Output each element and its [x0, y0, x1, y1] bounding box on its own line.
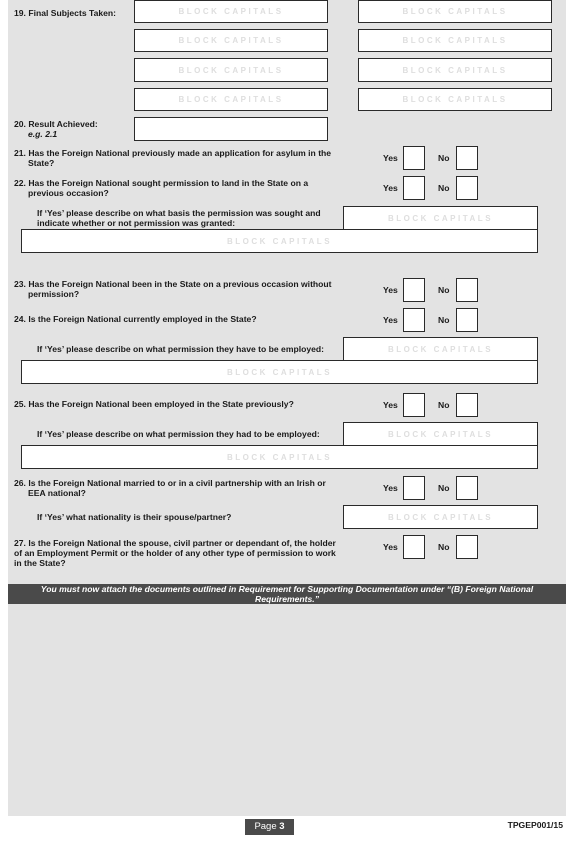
q23-no-checkbox[interactable] — [456, 278, 478, 302]
q26-line-1: 26. Is the Foreign National married to or in a civil partnership with an Irish or — [14, 478, 326, 488]
q21-line-1: 21. Has the Foreign National previously made an application for asylum in the — [14, 148, 332, 158]
q20-example: e.g. 2.1 — [28, 129, 58, 139]
q24-sub-question: If ‘Yes’ please describe on what permission they have to be employed: — [37, 344, 325, 354]
q23-question — [14, 279, 334, 299]
q24-permission-field[interactable]: BLOCK CAPITALS — [343, 337, 538, 361]
q26-no-label: No — [438, 483, 450, 493]
q22-details-field[interactable]: BLOCK CAPITALS — [21, 229, 538, 253]
page-number: 3 — [279, 821, 285, 832]
q24-no-label: No — [438, 315, 450, 325]
q21-yes-label: Yes — [383, 153, 398, 163]
q19-subject-field-1[interactable]: BLOCK CAPITALS — [134, 0, 328, 23]
q19-subject-field-3[interactable]: BLOCK CAPITALS — [134, 29, 328, 52]
page-word: Page — [254, 821, 277, 832]
q27-line-3: in the State? — [14, 558, 66, 568]
q27-line-1: 27. Is the Foreign National the spouse, civil partner or dependant of, the holder — [14, 538, 336, 548]
q22-question — [14, 178, 334, 198]
q26-question — [14, 478, 334, 498]
q22-line-1: 22. Has the Foreign National sought permission to land in the State on a — [14, 178, 309, 188]
q20-result-field[interactable] — [134, 117, 328, 141]
q22-yes-label: Yes — [383, 183, 398, 193]
q19-subject-field-6[interactable]: BLOCK CAPITALS — [358, 58, 552, 82]
q20-label: 20. Result Achieved: — [14, 119, 98, 129]
q22-no-label: No — [438, 183, 450, 193]
q27-yes-label: Yes — [383, 542, 398, 552]
q23-no-label: No — [438, 285, 450, 295]
q22-no-checkbox[interactable] — [456, 176, 478, 200]
q23-line-2: permission? — [28, 289, 80, 299]
q26-line-2: EEA national? — [28, 488, 86, 498]
q24-yes-label: Yes — [383, 315, 398, 325]
page-number-box — [245, 819, 294, 835]
q25-sub-question: If ‘Yes’ please describe on what permission they had to be employed: — [37, 429, 320, 439]
q19-subject-field-2[interactable]: BLOCK CAPITALS — [358, 0, 552, 23]
instruction-banner — [8, 584, 566, 604]
q24-no-checkbox[interactable] — [456, 308, 478, 332]
q24-yes-checkbox[interactable] — [403, 308, 425, 332]
q27-no-label: No — [438, 542, 450, 552]
q26-yes-label: Yes — [383, 483, 398, 493]
q21-no-checkbox[interactable] — [456, 146, 478, 170]
q23-yes-label: Yes — [383, 285, 398, 295]
q21-no-label: No — [438, 153, 450, 163]
q25-question: 25. Has the Foreign National been employed in the State previously? — [14, 399, 294, 409]
q25-yes-label: Yes — [383, 400, 398, 410]
q27-no-checkbox[interactable] — [456, 535, 478, 559]
q22-sub-question — [37, 208, 337, 228]
q26-sub-question: If ‘Yes’ what nationality is their spouse/partner? — [37, 512, 232, 522]
q24-question: 24. Is the Foreign National currently employed in the State? — [14, 314, 257, 324]
q19-subject-field-7[interactable]: BLOCK CAPITALS — [134, 88, 328, 111]
q22-yes-checkbox[interactable] — [403, 176, 425, 200]
q25-no-label: No — [438, 400, 450, 410]
q22-sub-line-1: If ‘Yes’ please describe on what basis the permission was sought and — [37, 208, 321, 218]
q19-subject-field-5[interactable]: BLOCK CAPITALS — [134, 58, 328, 82]
q26-no-checkbox[interactable] — [456, 476, 478, 500]
q19-subject-field-4[interactable]: BLOCK CAPITALS — [358, 29, 552, 52]
q27-yes-checkbox[interactable] — [403, 535, 425, 559]
q23-line-1: 23. Has the Foreign National been in the State on a previous occasion without — [14, 279, 332, 289]
form-code: TPGEP001/15 — [507, 820, 563, 830]
q19-subject-field-8[interactable]: BLOCK CAPITALS — [358, 88, 552, 111]
q21-yes-checkbox[interactable] — [403, 146, 425, 170]
q19-label: 19. Final Subjects Taken: — [14, 8, 117, 18]
q24-details-field[interactable]: BLOCK CAPITALS — [21, 360, 538, 384]
banner-line-2: Requirements.” — [255, 594, 319, 604]
q26-yes-checkbox[interactable] — [403, 476, 425, 500]
q21-line-2: State? — [28, 158, 55, 168]
banner-line-1: You must now attach the documents outlined in Requirement for Supporting Documentation under “(B) Foreign National — [40, 584, 534, 594]
q21-question — [14, 148, 334, 168]
q22-sub-line-2: indicate whether or not permission was granted: — [37, 218, 236, 228]
q23-yes-checkbox[interactable] — [403, 278, 425, 302]
q22-basis-field[interactable]: BLOCK CAPITALS — [343, 206, 538, 230]
q27-line-2: of an Employment Permit or the holder of any other type of permission to work — [14, 548, 336, 558]
q26-nationality-field[interactable]: BLOCK CAPITALS — [343, 505, 538, 529]
q25-yes-checkbox[interactable] — [403, 393, 425, 417]
q27-question — [14, 538, 354, 568]
q25-permission-field[interactable]: BLOCK CAPITALS — [343, 422, 538, 446]
q25-no-checkbox[interactable] — [456, 393, 478, 417]
q25-details-field[interactable]: BLOCK CAPITALS — [21, 445, 538, 469]
q22-line-2: previous occasion? — [28, 188, 109, 198]
